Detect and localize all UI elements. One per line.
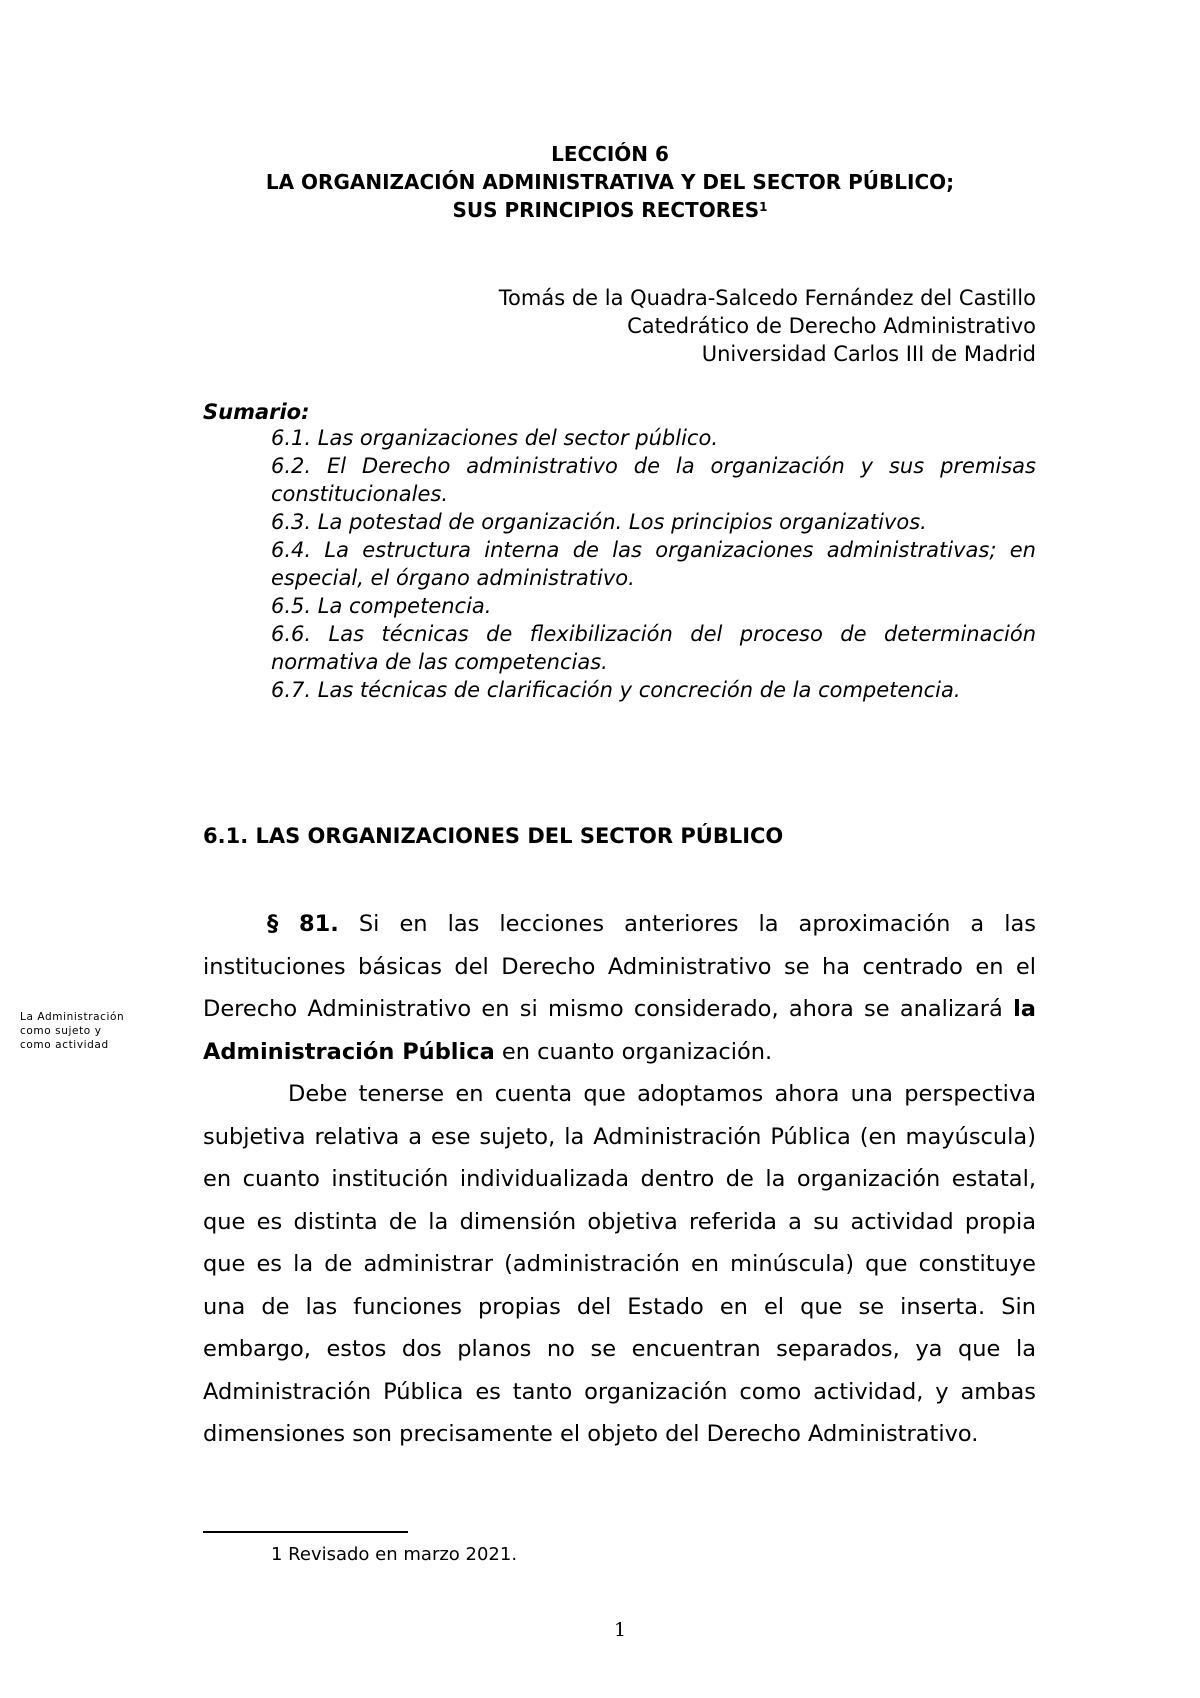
summary-item: 6.6. Las técnicas de flexibilización del proceso de determinación normativa de las competencias. <box>271 622 1036 674</box>
author-position: Catedrático de Derecho Administrativo <box>627 314 1036 338</box>
paragraph-text: en cuanto organización. <box>494 1038 773 1065</box>
section-heading: 6.1. LAS ORGANIZACIONES DEL SECTOR PÚBLICO <box>203 824 784 848</box>
title-footnote-marker: 1 <box>759 200 768 214</box>
author-block <box>499 284 1036 368</box>
summary-item: 6.4. La estructura interna de las organizaciones administrativas; en especial, el órgano administrativo. <box>271 538 1036 590</box>
footnote-number: 1 <box>271 1544 283 1565</box>
lesson-title-line-2-text: SUS PRINCIPIOS RECTORES <box>452 198 760 222</box>
author-institution: Universidad Carlos III de Madrid <box>701 342 1036 366</box>
lesson-title <box>150 140 1070 224</box>
author-name: Tomás de la Quadra-Salcedo Fernández del Castillo <box>498 286 1036 310</box>
margin-note-line: como actividad <box>20 1039 109 1051</box>
lesson-title-line-1: LA ORGANIZACIÓN ADMINISTRATIVA Y DEL SECTOR PÚBLICO; <box>265 170 955 194</box>
summary-item: 6.1. Las organizaciones del sector público. <box>271 426 718 450</box>
paragraph-text: Si en las lecciones anteriores la aproximación a las instituciones básicas del Derecho Administrativo se ha centrado en el Derecho Administrativo en si mismo considerado, ahora se analizará <box>203 911 1037 1022</box>
summary-item: 6.3. La potestad de organización. Los principios organizativos. <box>271 510 927 534</box>
footnote-text: Revisado en marzo 2021. <box>282 1544 518 1565</box>
page-number: 1 <box>613 1619 627 1641</box>
lesson-title-line-2 <box>150 196 1070 224</box>
footnote <box>271 1543 517 1567</box>
lesson-number: LECCIÓN 6 <box>551 142 669 166</box>
summary-list <box>271 424 1036 704</box>
summary-heading: Sumario: <box>203 400 310 424</box>
paragraph-marker: § 81. <box>267 911 339 937</box>
summary-item: 6.5. La competencia. <box>271 594 492 618</box>
footnote-separator <box>203 1531 408 1533</box>
margin-note-line: La Administración <box>20 1011 125 1023</box>
paragraph-81 <box>203 903 1036 1073</box>
summary-item: 6.7. Las técnicas de clarificación y concreción de la competencia. <box>271 678 961 702</box>
margin-note-line: como sujeto y <box>20 1025 102 1037</box>
margin-note <box>20 1010 170 1052</box>
summary-item: 6.2. El Derecho administrativo de la organización y sus premisas constitucionales. <box>271 454 1036 506</box>
paragraph-emphasis: la Administración Pública <box>203 996 1036 1065</box>
body-text <box>203 903 1036 1456</box>
paragraph-2: Debe tenerse en cuenta que adoptamos ahora una perspectiva subjetiva relativa a ese sujeto, la Administración Pública (en mayúscula) en cuanto institución individualizada dentro de la organización estatal, que es distinta de la dimensión objetiva referida a su actividad propia que es la de administrar (administración en minúscula) que constituye una de las funciones propias del Estado en el que se inserta. Sin embargo, estos dos planos no se encuentran separados, ya que la Administración Pública es tanto organización como actividad, y ambas dimensiones son precisamente el objeto del Derecho Administrativo. <box>203 1081 1036 1447</box>
